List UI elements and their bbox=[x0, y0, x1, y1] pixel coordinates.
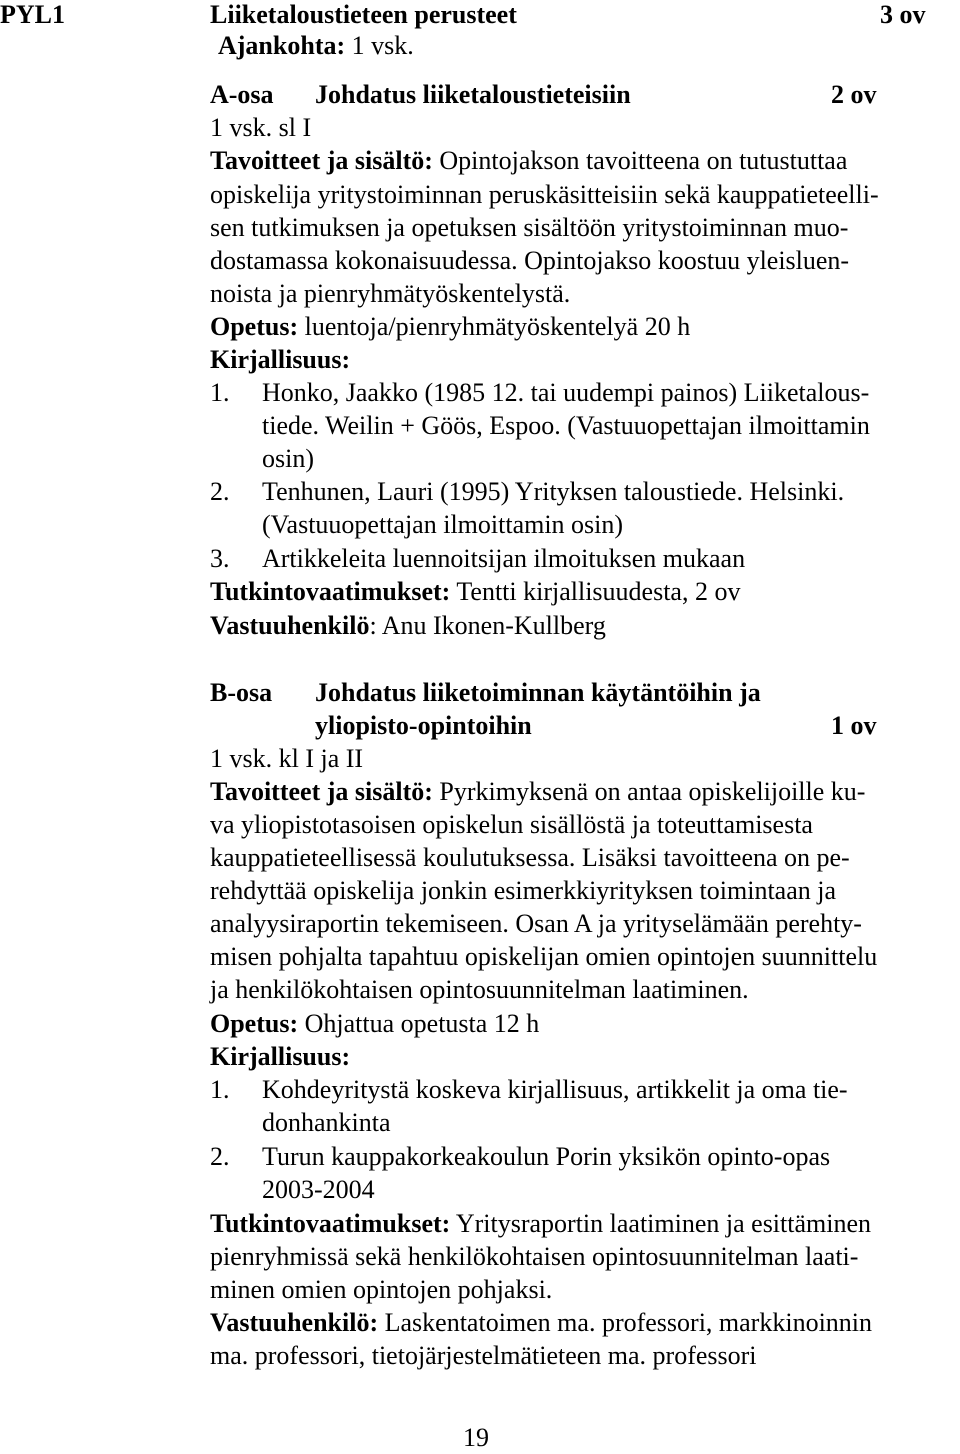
part-a-goals-text: Opintojakson tavoitteena on tutustuttaa bbox=[432, 146, 848, 175]
part-a-responsible bbox=[210, 611, 606, 641]
part-b-literature-label: Kirjallisuus: bbox=[210, 1042, 351, 1071]
part-b-exam bbox=[210, 1209, 871, 1239]
literature-item: tiede. Weilin + Göös, Espoo. (Vastuuopettajan ilmoittamin bbox=[262, 411, 870, 440]
literature-item: donhankinta bbox=[262, 1108, 391, 1137]
literature-item: 2003-2004 bbox=[262, 1175, 375, 1204]
part-b-exam-value: Yritysraportin laatiminen ja esittäminen bbox=[450, 1209, 872, 1238]
part-b-responsible-value: Laskentatoimen ma. professori, markkinoinnin bbox=[378, 1308, 873, 1337]
literature-item: Turun kauppakorkeakoulun Porin yksikön opinto-opas bbox=[262, 1142, 831, 1171]
part-a-teaching-value: luentoja/pienryhmätyöskentelyä 20 h bbox=[298, 312, 691, 341]
part-a-goals-line: noista ja pienryhmätyöskentelystä. bbox=[210, 279, 571, 308]
part-b-goals-line bbox=[210, 777, 865, 807]
literature-number: 2. bbox=[210, 1142, 230, 1171]
part-a-goals-line: sen tutkimuksen ja opetuksen sisältöön yritystoiminnan muo- bbox=[210, 213, 849, 242]
part-b-responsible-label: Vastuuhenkilö: bbox=[210, 1308, 379, 1337]
part-b-teaching-value: Ohjattua opetusta 12 h bbox=[298, 1009, 540, 1038]
literature-item: osin) bbox=[262, 444, 314, 473]
part-a-literature-label: Kirjallisuus: bbox=[210, 345, 351, 374]
literature-number: 3. bbox=[210, 544, 230, 573]
part-b-title: yliopisto-opintoihin bbox=[315, 711, 532, 740]
literature-number: 2. bbox=[210, 477, 230, 506]
literature-item: Artikkeleita luennoitsijan ilmoituksen mukaan bbox=[262, 544, 746, 573]
part-a-teaching-label: Opetus: bbox=[210, 312, 299, 341]
course-credits: 3 ov bbox=[880, 0, 926, 29]
part-b-exam-label: Tutkintovaatimukset: bbox=[210, 1209, 451, 1238]
part-b-exam-line: minen omien opintojen pohjaksi. bbox=[210, 1275, 553, 1304]
course-timing bbox=[218, 31, 414, 61]
part-a-label: A-osa bbox=[210, 80, 274, 109]
part-b-exam-line: pienryhmissä sekä henkilökohtaisen opintosuunnitelman laati- bbox=[210, 1242, 859, 1271]
timing-value: 1 vsk. bbox=[345, 31, 414, 60]
part-b-goals-line: ja henkilökohtaisen opintosuunnitelman laatiminen. bbox=[210, 975, 749, 1004]
part-b-responsible bbox=[210, 1308, 872, 1338]
part-b-responsible-line: ma. professori, tietojärjestelmätieteen ma. professori bbox=[210, 1341, 757, 1370]
part-a-exam-value: Tentti kirjallisuudesta, 2 ov bbox=[450, 577, 741, 606]
part-a-goals-label: Tavoitteet ja sisältö: bbox=[210, 146, 433, 175]
part-a-exam bbox=[210, 577, 740, 607]
part-b-teaching bbox=[210, 1009, 539, 1039]
part-b-teaching-label: Opetus: bbox=[210, 1009, 299, 1038]
part-a-goals-line: opiskelija yritystoiminnan peruskäsitteisiin sekä kauppatieteelli- bbox=[210, 180, 879, 209]
part-a-timing: 1 vsk. sl I bbox=[210, 113, 312, 142]
part-b-timing: 1 vsk. kl I ja II bbox=[210, 744, 364, 773]
part-b-title: Johdatus liiketoiminnan käytäntöihin ja bbox=[315, 678, 761, 707]
part-b-goals-line: va yliopistotasoisen opiskelun sisällöstä ja toteuttamisesta bbox=[210, 810, 813, 839]
part-b-label: B-osa bbox=[210, 678, 273, 707]
course-code: PYL1 bbox=[0, 0, 65, 29]
page-number: 19 bbox=[463, 1423, 489, 1452]
literature-item: Honko, Jaakko (1985 12. tai uudempi painos) Liiketalous- bbox=[262, 378, 870, 407]
part-b-goals-line: kauppatieteellisessä koulutuksessa. Lisäksi tavoitteena on pe- bbox=[210, 843, 850, 872]
part-a-responsible-value: : Anu Ikonen-Kullberg bbox=[369, 611, 606, 640]
part-b-goals-line: misen pohjalta tapahtuu opiskelijan omien opintojen suunnittelu bbox=[210, 942, 878, 971]
part-a-credits: 2 ov bbox=[831, 80, 877, 109]
literature-number: 1. bbox=[210, 378, 230, 407]
part-a-title: Johdatus liiketaloustieteisiin bbox=[315, 80, 631, 109]
timing-label: Ajankohta: bbox=[218, 31, 346, 60]
literature-item: (Vastuuopettajan ilmoittamin osin) bbox=[262, 510, 624, 539]
part-b-goals-line: rehdyttää opiskelija jonkin esimerkkiyrityksen toimintaan ja bbox=[210, 876, 837, 905]
literature-item: Tenhunen, Lauri (1995) Yrityksen taloustiede. Helsinki. bbox=[262, 477, 845, 506]
literature-number: 1. bbox=[210, 1075, 230, 1104]
part-a-goals-line bbox=[210, 146, 847, 176]
part-a-goals-line: dostamassa kokonaisuudessa. Opintojakso koostuu yleisluen- bbox=[210, 246, 850, 275]
part-a-exam-label: Tutkintovaatimukset: bbox=[210, 577, 451, 606]
part-b-goals-line: analyysiraportin tekemiseen. Osan A ja yrityselämään perehty- bbox=[210, 909, 862, 938]
course-title: Liiketaloustieteen perusteet bbox=[210, 0, 517, 29]
part-b-goals-text: Pyrkimyksenä on antaa opiskelijoille ku- bbox=[432, 777, 866, 806]
part-b-goals-label: Tavoitteet ja sisältö: bbox=[210, 777, 433, 806]
literature-item: Kohdeyritystä koskeva kirjallisuus, artikkelit ja oma tie- bbox=[262, 1075, 848, 1104]
part-a-teaching bbox=[210, 312, 690, 342]
part-a-responsible-label: Vastuuhenkilö bbox=[210, 611, 370, 640]
part-b-credits: 1 ov bbox=[831, 711, 877, 740]
